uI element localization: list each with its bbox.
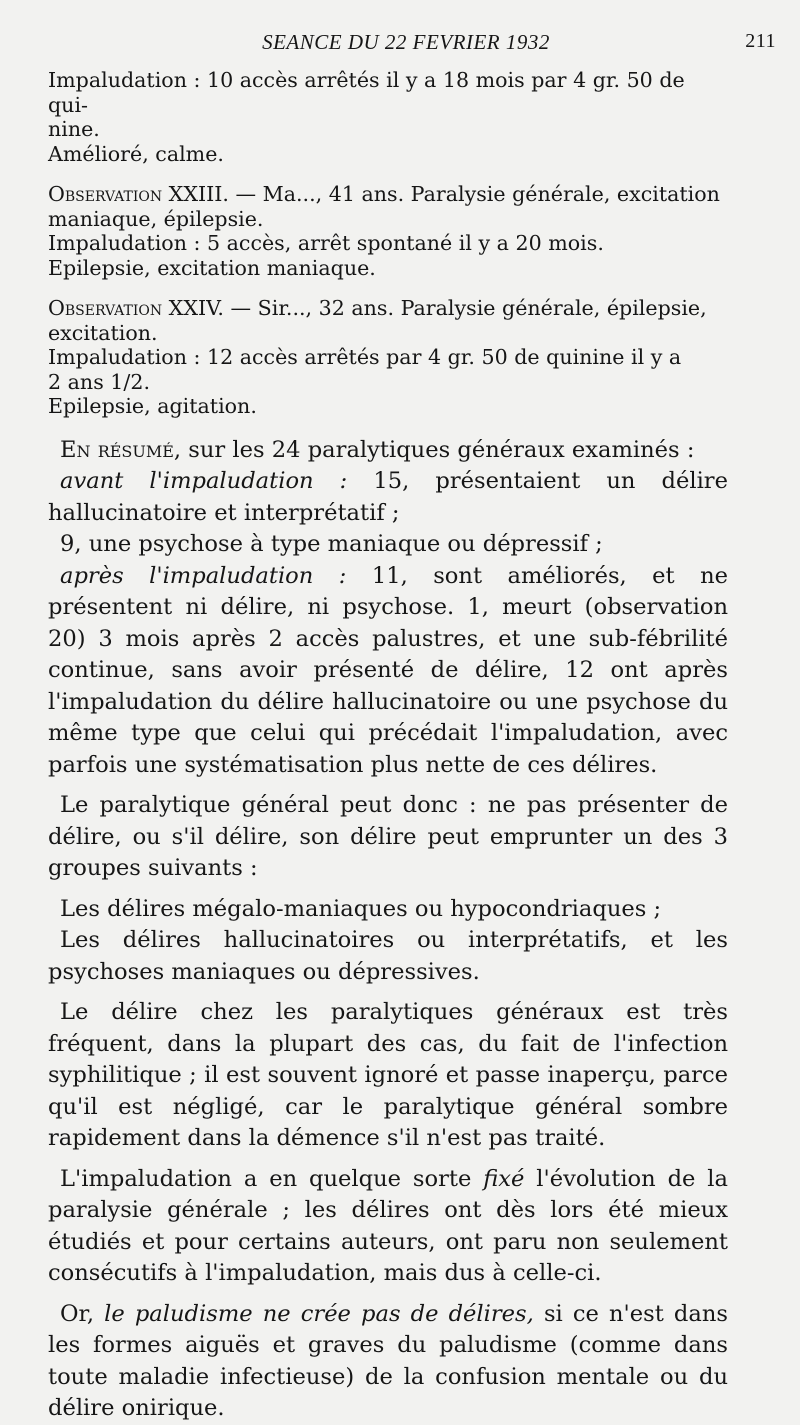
paragraph: Le délire chez les paralytiques généraux est très fréquent, dans la plupart des cas, du fait de l'infection syphilitique ; il est souvent ignoré et passe inaperçu, parce qu'il est négligé, car le paralytique général sombre rapidement dans la démence s'il n'est pas traité. <box>48 999 728 1151</box>
running-header <box>48 30 776 58</box>
page-content <box>48 68 728 1425</box>
paragraph: Les délires hallucinatoires ou interprétatifs, et les psychoses maniaques ou dépressives. <box>48 927 728 985</box>
apres-text: 11, sont améliorés, et ne présentent ni délire, ni psychose. 1, meurt (observation 20) 3 mois après 2 accès palustres, et une sub-fébrilité continue, sans avoir présenté de délire, 12 ont après l'impaludation du délire hallucinatoire ou une psychose du même type que celui qui précédait l'impaludation, avec parfois une systématisation plus nette de ces délires. <box>48 562 728 778</box>
text-line: excitation. <box>48 320 158 345</box>
paragraph-emphasis: le paludisme ne crée pas de délires, <box>104 1300 534 1327</box>
paragraph: Les délires mégalo-maniaques ou hypocondriaques ; <box>60 895 662 922</box>
paragraph <box>48 1164 728 1290</box>
apres-label: après l'impaludation : <box>60 562 347 589</box>
paragraph <box>48 1299 728 1425</box>
observation-head-text: XXIV. — Sir..., 32 ans. Paralysie générale, épilepsie, <box>162 296 707 320</box>
observation-heading <box>48 296 728 321</box>
avant-label: avant l'impaludation : <box>60 468 348 494</box>
text-line: Epilepsie, agitation. <box>48 394 257 418</box>
text-line: Impaludation : 12 accès arrêtés par 4 gr. 50 de quinine il y a <box>48 345 682 369</box>
observation-23 <box>48 182 728 280</box>
summary-nine: 9, une psychose à type maniaque ou dépressif ; <box>60 531 603 557</box>
observation-24 <box>48 296 728 419</box>
observation-22-tail <box>48 68 728 166</box>
running-title: SEANCE DU 22 FEVRIER 1932 <box>262 30 550 54</box>
text-line: maniaque, épilepsie. <box>48 206 264 231</box>
text-line: Epilepsie, excitation maniaque. <box>48 255 376 280</box>
paragraph-text: L'impaludation a en quelque sorte <box>60 1165 484 1192</box>
text-line: nine. <box>48 117 100 141</box>
text-line: Amélioré, calme. <box>48 141 224 166</box>
summary-resume: résumé <box>97 436 174 463</box>
observation-label: Observation <box>48 182 163 206</box>
summary-intro-text: , sur les 24 paralytiques généraux examinés : <box>173 436 695 463</box>
paragraph-text: l'évolution de la paralysie générale ; les délires ont dès lors été mieux étudiés et pour certains auteurs, ont paru non seulement consécutifs à l'impaludation, mais dus à celle-ci. <box>48 1165 728 1286</box>
paragraph-text: si ce n'est dans les formes aiguës et graves du paludisme (comme dans toute maladie infectieuse) de la confusion mentale ou du délire onirique. <box>48 1300 728 1421</box>
text-line: 2 ans 1/2. <box>48 369 150 394</box>
observation-label: Observation <box>48 296 163 320</box>
paragraph-text: Or, <box>60 1300 105 1327</box>
summary-apres <box>48 561 728 782</box>
text-line: Impaludation : 10 accès arrêtés il y a 18 mois par 4 gr. 50 de qui- <box>48 68 685 117</box>
summary-avant <box>48 466 728 529</box>
summary-en: En <box>60 436 91 463</box>
observation-heading <box>48 182 728 207</box>
main-text <box>48 435 728 1425</box>
avant-text: 15, présentaient un délire hallucinatoire et interprétatif ; <box>48 468 728 526</box>
text-line: Impaludation : 5 accès, arrêt spontané il y a 20 mois. <box>48 231 604 255</box>
paragraph: Le paralytique général peut donc : ne pas présenter de délire, ou s'il délire, son délire peut emprunter un des 3 groupes suivants : <box>48 792 728 881</box>
page-number: 211 <box>745 30 776 52</box>
summary-intro <box>48 435 728 467</box>
observation-head-text: XXIII. — Ma..., 41 ans. Paralysie générale, excitation <box>162 182 720 206</box>
paragraph-emphasis: fixé <box>483 1165 525 1192</box>
